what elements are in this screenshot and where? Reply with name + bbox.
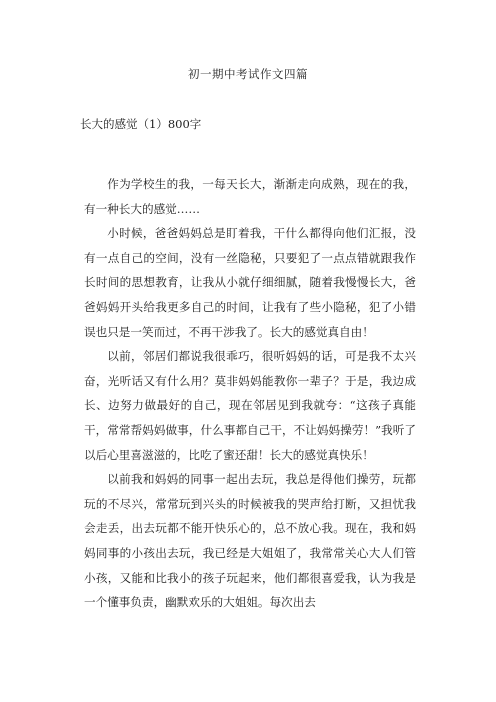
paragraph: 以前，邻居们都说我很乖巧，很听妈妈的话，可是我不太兴奋，光听话又有什么用？莫非妈妈能教你一辈子？于是，我边成长、边努力做最好的自己，现在邻居见到我就夸：“这孩子真能干，常常帮妈妈做事，什么事都自己干，不让妈妈操劳！”我听了以后心里喜滋滋的，比吃了蜜还甜！长大的感觉真快乐！ xyxy=(84,349,416,462)
paragraph: 作为学校生的我，一每天长大，渐渐走向成熟，现在的我，有一种长大的感觉…… xyxy=(84,177,416,216)
section-heading: 长大的感觉（1）800字 xyxy=(80,117,202,131)
paragraph: 以前我和妈妈的同事一起出去玩，我总是得他们操劳，玩都玩的不尽兴，常常玩到兴头的时候被我的哭声给打断，又担忧我会走丢，出去玩都不能开快乐心的，总不放心我。现在，我和妈妈同事的小孩出去玩，我已经是大姐姐了，我常常关心大人们管小孩，又能和比我小的孩子玩起来，他们都很喜爱我，认为我是一个懂事负责，幽默欢乐的大姐姐。每次出去 xyxy=(84,472,416,610)
document-title: 初一期中考试作文四篇 xyxy=(188,67,308,81)
essay-body xyxy=(84,172,416,615)
paragraph: 小时候，爸爸妈妈总是盯着我，干什么都得向他们汇报，没有一点自己的空间，没有一丝隐秘，只要犯了一点点错就跟我作长时间的思想教育，让我从小就仔细细腻，随着我慢慢长大，爸爸妈妈开头给我更多自己的时间，让我有了些小隐秘，犯了小错误也只是一笑而过，不再干涉我了。长大的感觉真自由！ xyxy=(84,226,416,339)
